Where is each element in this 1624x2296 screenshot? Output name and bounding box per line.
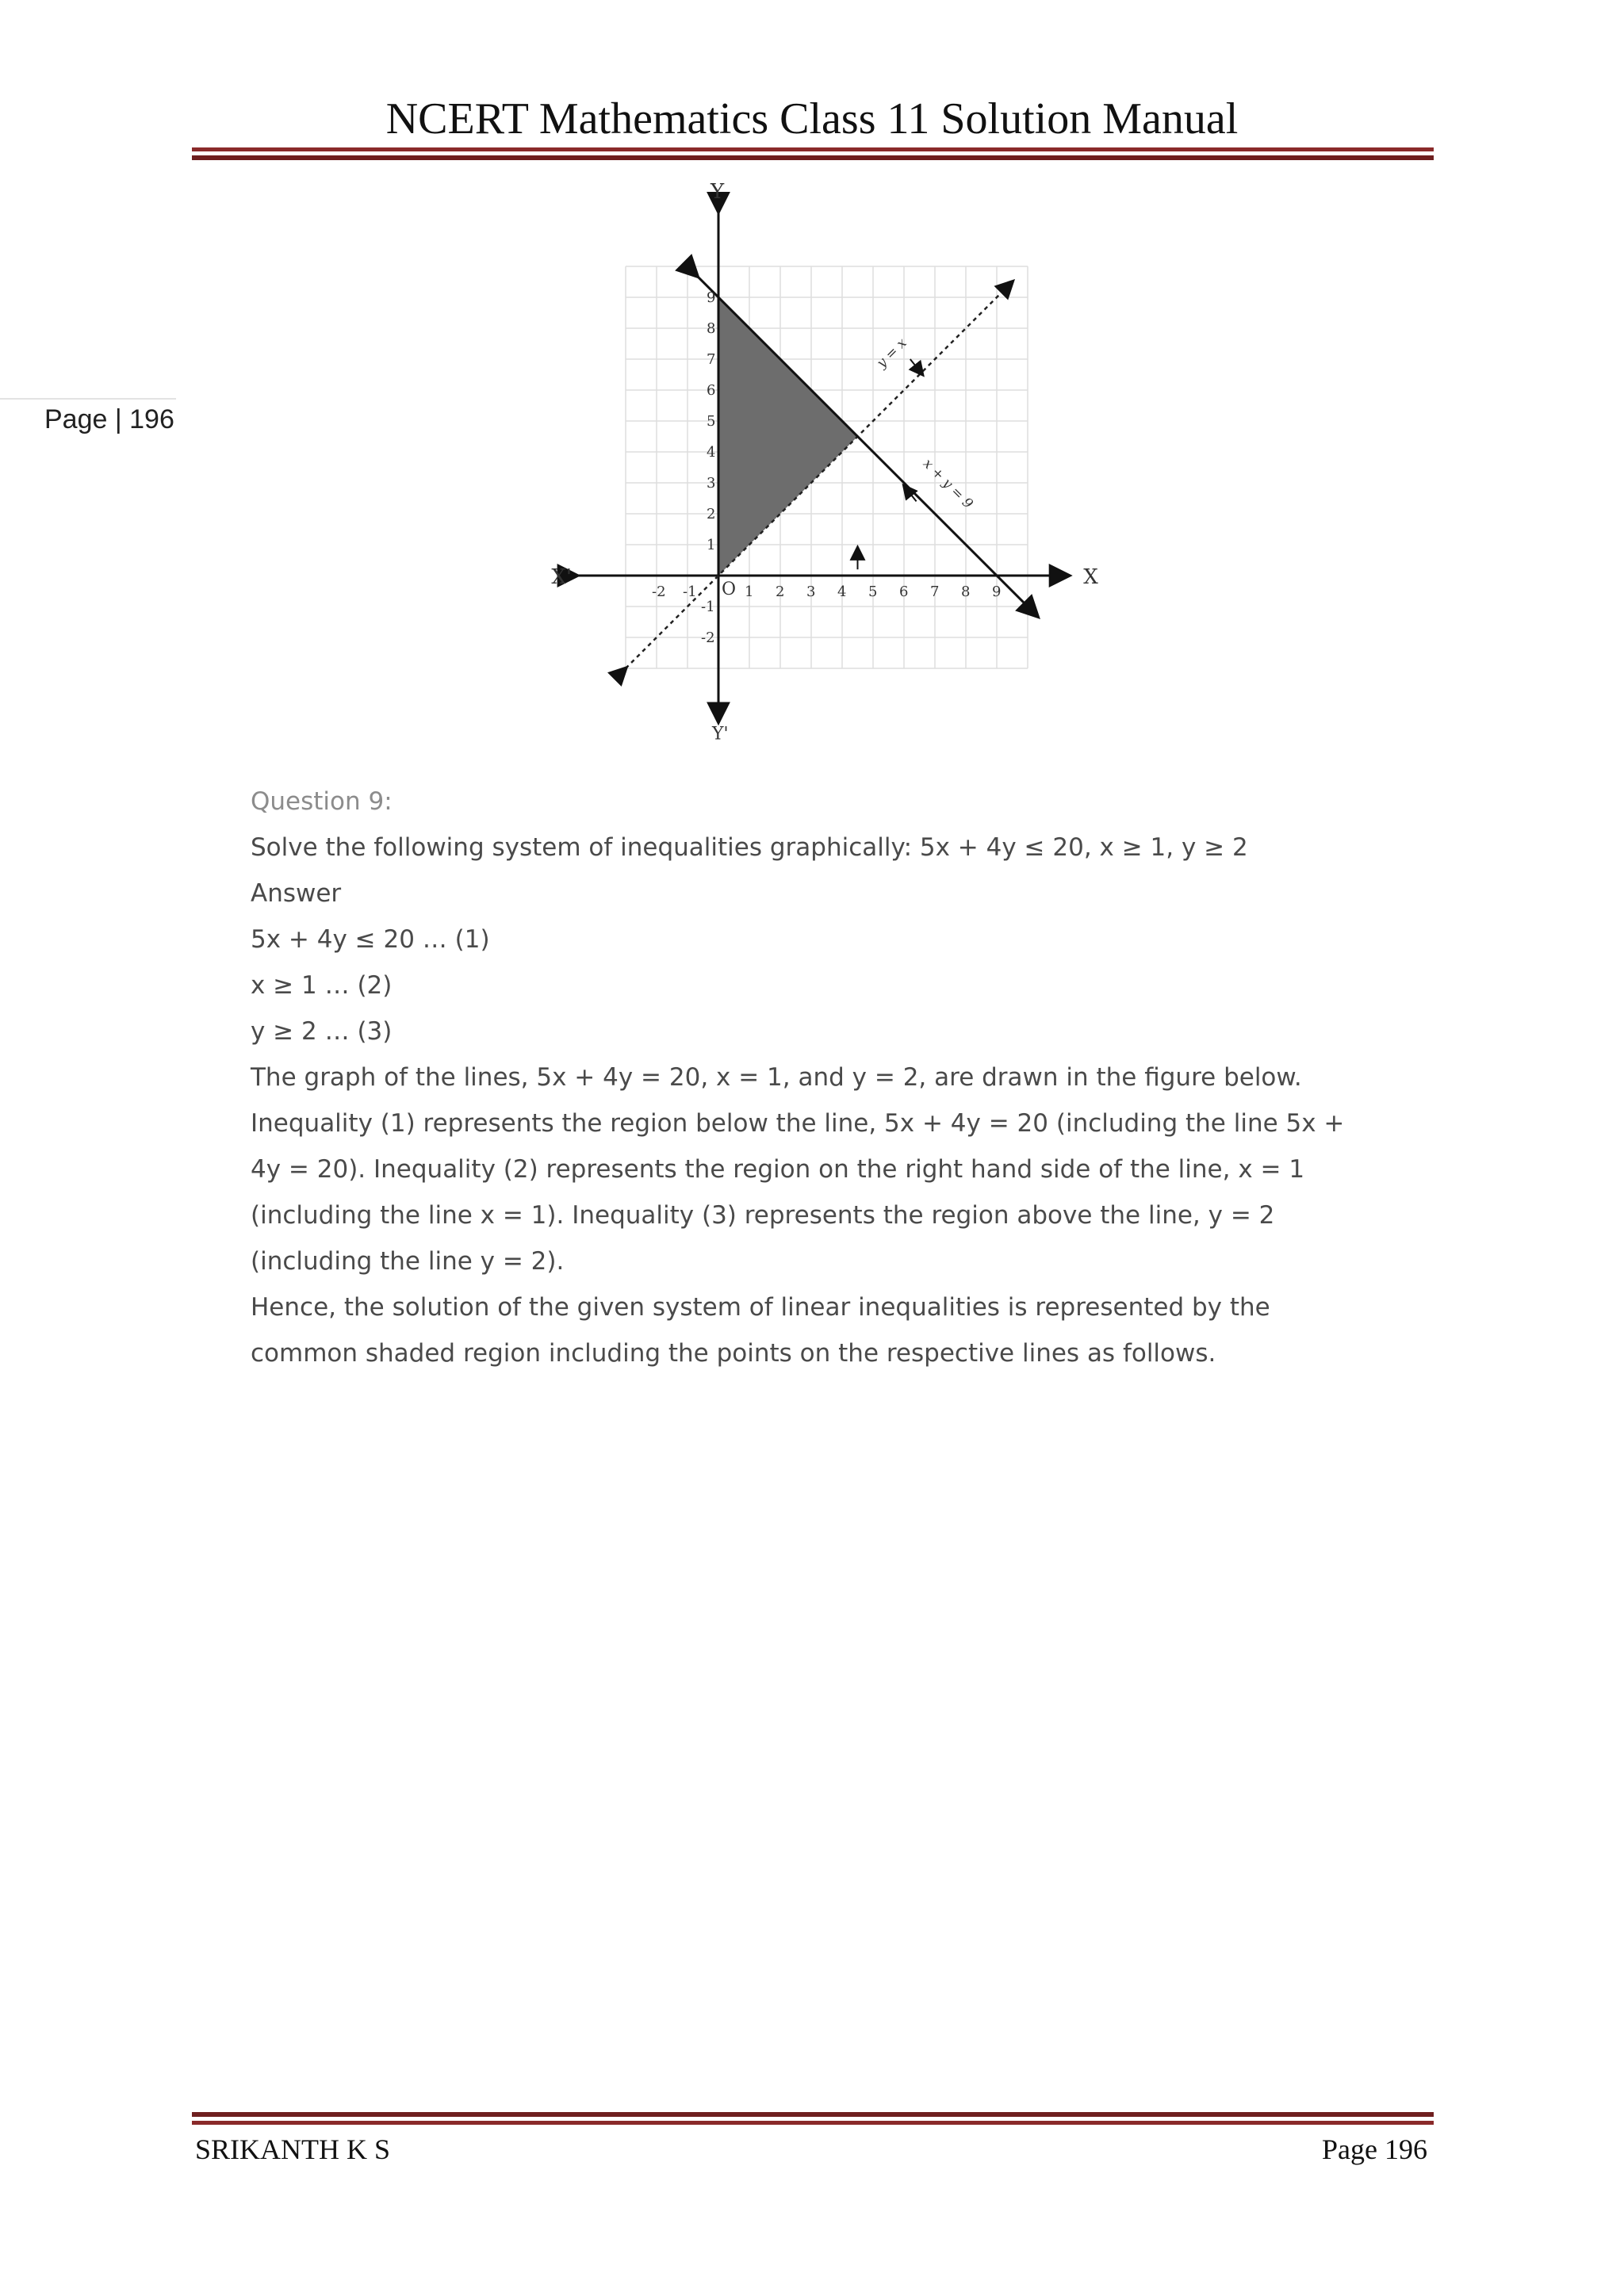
x-tick-label: 9 (992, 584, 1002, 600)
origin-label: O (722, 580, 737, 599)
footer-rule-thick (192, 2112, 1434, 2117)
answer-line: The graph of the lines, 5x + 4y = 20, x = 1, and y = 2, are drawn in the figure below. (251, 1063, 1302, 1092)
footer-page-number: Page 196 (1322, 2133, 1427, 2165)
answer-line: x ≥ 1 … (2) (251, 971, 393, 1000)
x-tick-label: 5 (868, 584, 878, 600)
y-tick-label: -1 (701, 599, 715, 615)
header-rule-thick (192, 155, 1434, 160)
axis-x-neg-label: X' (551, 565, 573, 589)
answer-line: common shaded region including the points on the respective lines as follows. (251, 1339, 1216, 1368)
y-tick-label: 1 (707, 537, 716, 553)
y-tick-label: 4 (707, 444, 716, 461)
y-tick-label: 2 (707, 506, 716, 522)
answer-line: 4y = 20). Inequality (2) represents the region on the right hand side of the line, x = 1 (251, 1155, 1305, 1184)
x-tick-label: 3 (806, 584, 816, 600)
axis-y-neg-label: Y' (712, 724, 729, 744)
line2-label: x + y = 9 (919, 455, 976, 512)
axis-x-label: X (1083, 565, 1098, 589)
x-tick-label: 8 (961, 584, 971, 600)
y-tick-label: 6 (707, 382, 716, 399)
tick-labels (652, 289, 1001, 646)
answer-line: Hence, the solution of the given system of linear inequalities is represented by the (251, 1293, 1270, 1322)
answer-line: 5x + 4y ≤ 20 … (1) (251, 925, 490, 954)
x-tick-label: 6 (899, 584, 909, 600)
question-heading: Question 9: (251, 787, 393, 816)
x-tick-label: -1 (683, 584, 697, 600)
y-tick-label: 7 (707, 351, 716, 368)
x-tick-label: 1 (745, 584, 754, 600)
line-y-equals-x (626, 282, 1013, 669)
answer-line: y ≥ 2 … (3) (251, 1017, 393, 1046)
y-tick-label: -2 (701, 629, 715, 646)
x-tick-label: 7 (930, 584, 940, 600)
side-divider (0, 398, 176, 400)
answer-line: (including the line x = 1). Inequality (3) represents the region above the line, y = 2 (251, 1201, 1275, 1230)
y-tick-label: 3 (707, 475, 716, 492)
x-tick-label: 2 (776, 584, 785, 600)
shaded-region (718, 297, 858, 576)
answer-line: (including the line y = 2). (251, 1247, 565, 1276)
graph-figure (551, 180, 1098, 744)
header-rule (192, 147, 1434, 151)
side-page-label: Page | 196 (44, 404, 174, 434)
footer-author: SRIKANTH K S (195, 2133, 391, 2165)
answer-line: Inequality (1) represents the region below the line, 5x + 4y = 20 (including the line 5x + (251, 1109, 1345, 1138)
axis-y-label: Y (710, 180, 725, 205)
question-content (251, 779, 1408, 1376)
region-arrow-1 (910, 359, 923, 375)
line1-label: y = x (874, 335, 910, 372)
y-tick-label: 9 (707, 289, 716, 306)
y-tick-label: 8 (707, 320, 716, 337)
footer-rule (192, 2121, 1434, 2125)
question-statement: Solve the following system of inequalities graphically: 5x + 4y ≤ 20, x ≥ 1, y ≥ 2 (251, 833, 1248, 862)
y-tick-label: 5 (707, 413, 716, 430)
page-header-title: NCERT Mathematics Class 11 Solution Manual (385, 94, 1239, 144)
graph-svg (551, 180, 1098, 744)
x-tick-label: 4 (837, 584, 847, 600)
answer-label: Answer (251, 879, 342, 908)
x-tick-label: -2 (652, 584, 666, 600)
